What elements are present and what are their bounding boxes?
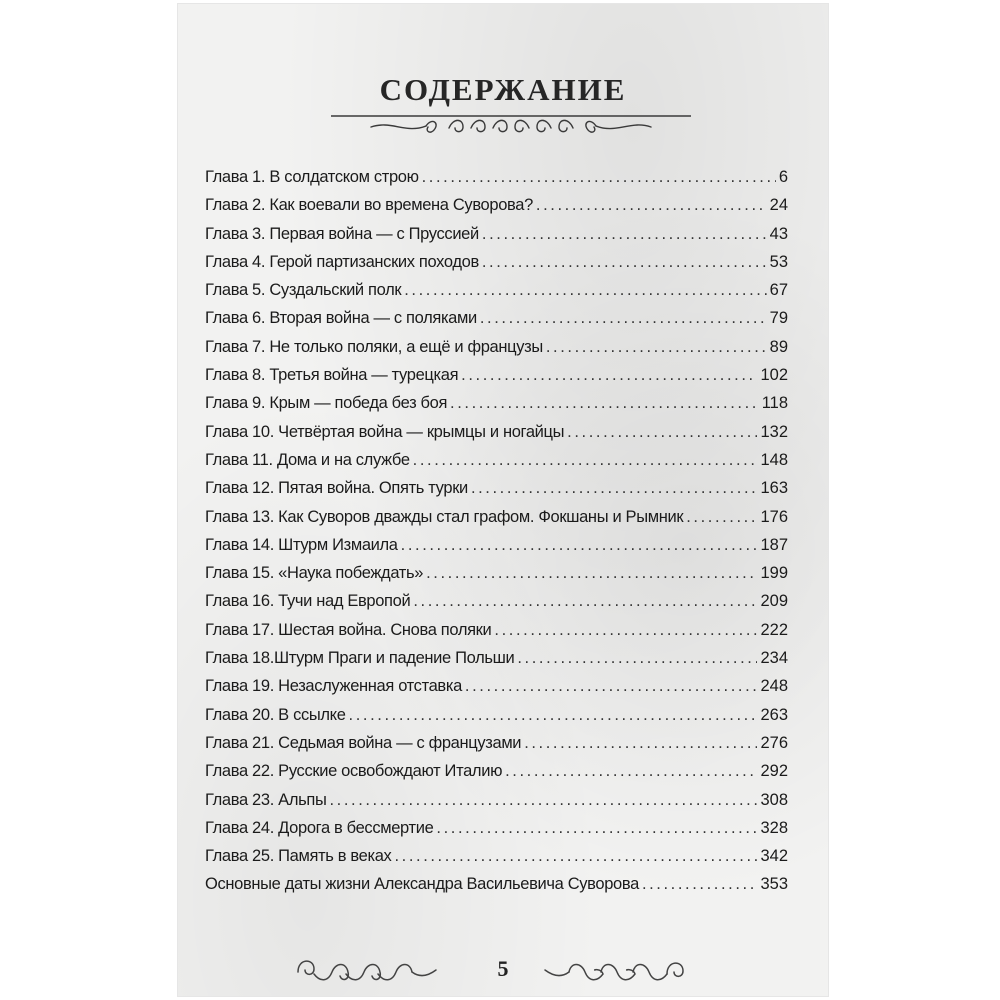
toc-entry-title: Глава 21. Седьмая война — с французами [205, 733, 522, 752]
toc-entry[interactable] [205, 706, 788, 734]
toc-leader-dots [686, 508, 757, 527]
toc-entry-page: 308 [760, 790, 788, 809]
toc-entry-page: 163 [760, 479, 788, 498]
toc-leader-dots [401, 536, 758, 555]
toc-leader-dots [465, 677, 758, 696]
toc-entry[interactable] [205, 762, 788, 790]
toc-leader-dots [436, 819, 757, 838]
toc-entry-title: Глава 17. Шестая война. Снова поляки [205, 620, 492, 639]
toc-leader-dots [413, 451, 758, 470]
toc-leader-dots [524, 734, 757, 753]
toc-leader-dots [482, 253, 767, 272]
toc-leader-dots [394, 847, 757, 866]
toc-leader-dots [329, 791, 757, 810]
toc-entry-title: Глава 19. Незаслуженная отставка [205, 677, 462, 696]
toc-leader-dots [422, 168, 776, 187]
toc-entry[interactable] [205, 479, 788, 507]
book-page [178, 4, 828, 996]
toc-entry-page: 342 [760, 847, 788, 866]
toc-entry-title: Глава 18.Штурм Праги и падение Польши [205, 649, 515, 668]
toc-entry-page: 118 [761, 394, 788, 413]
toc-entry-title: Глава 23. Альпы [205, 790, 327, 809]
toc-leader-dots [349, 706, 758, 725]
toc-entry-page: 102 [760, 366, 788, 385]
page-number: 5 [497, 956, 509, 981]
toc-leader-dots [536, 196, 767, 215]
toc-leader-dots [480, 309, 767, 328]
toc-leader-dots [482, 225, 767, 244]
toc-entry-page: 199 [760, 564, 788, 583]
toc-entry-page: 234 [760, 649, 788, 668]
toc-entry-page: 132 [760, 422, 788, 441]
footer-ornament-right-icon [541, 944, 691, 994]
toc-entry[interactable] [205, 621, 788, 649]
toc-entry-title: Глава 22. Русские освобождают Италию [205, 762, 503, 781]
toc-entry[interactable] [205, 536, 788, 564]
toc-entry[interactable] [205, 225, 788, 253]
toc-entry[interactable] [205, 309, 788, 337]
toc-entry-title: Глава 5. Суздальский полк [205, 281, 402, 300]
toc-entry-title: Глава 2. Как воевали во времена Суворова? [205, 196, 533, 215]
toc-entry-page: 263 [760, 705, 788, 724]
toc-entry-title: Глава 10. Четвёртая война — крымцы и ногайцы [205, 422, 565, 441]
toc-entry[interactable] [205, 649, 788, 677]
toc-entry[interactable] [205, 281, 788, 309]
toc-entry-title: Основные даты жизни Александра Васильевича Суворова [205, 875, 639, 894]
toc-entry[interactable] [205, 423, 788, 451]
toc-entry-title: Глава 11. Дома и на службе [205, 450, 410, 469]
toc-entry-title: Глава 3. Первая война — с Пруссией [205, 224, 479, 243]
toc-leader-dots [426, 564, 757, 583]
toc-leader-dots [471, 479, 758, 498]
toc-entry[interactable] [205, 168, 788, 196]
toc-leader-dots [413, 592, 757, 611]
toc-entry-page: 89 [769, 337, 788, 356]
toc-entry-page: 292 [760, 762, 788, 781]
toc-entry[interactable] [205, 366, 788, 394]
toc-entry-title: Глава 7. Не только поляки, а ещё и французы [205, 337, 543, 356]
toc-entry-title: Глава 14. Штурм Измаила [205, 535, 398, 554]
toc-entry-title: Глава 6. Вторая война — с поляками [205, 309, 477, 328]
toc-entry-page: 222 [760, 620, 788, 639]
toc-entry-page: 176 [760, 507, 788, 526]
toc-entry[interactable] [205, 847, 788, 875]
toc-entry-page: 6 [778, 168, 788, 186]
toc-entry-page: 209 [760, 592, 788, 611]
toc-entry-page: 79 [769, 309, 788, 328]
toc-leader-dots [642, 875, 758, 894]
toc-entry[interactable] [205, 253, 788, 281]
toc-entry-title: Глава 15. «Наука побеждать» [205, 564, 424, 583]
toc-entry-title: Глава 24. Дорога в бессмертие [205, 818, 434, 837]
toc-entry-page: 328 [760, 818, 788, 837]
toc-entry[interactable] [205, 791, 788, 819]
toc-entry-title: Глава 25. Память в веках [205, 847, 392, 866]
toc-entry[interactable] [205, 734, 788, 762]
toc-entry-page: 24 [769, 196, 788, 215]
toc-entry-page: 353 [760, 875, 788, 894]
toc-entry-title: Глава 4. Герой партизанских походов [205, 252, 479, 271]
toc-entry[interactable] [205, 196, 788, 224]
toc-leader-dots [517, 649, 757, 668]
title-ornament-icon [331, 112, 691, 136]
toc-entry[interactable] [205, 592, 788, 620]
toc-entry-page: 187 [760, 535, 788, 554]
toc-leader-dots [567, 423, 757, 442]
toc-entry-page: 43 [769, 224, 788, 243]
toc-entry-title: Глава 13. Как Суворов дважды стал графом. Фокшаны и Рымник [205, 507, 684, 526]
page-title: СОДЕРЖАНИЕ [379, 72, 627, 107]
toc-leader-dots [505, 762, 757, 781]
toc-leader-dots [546, 338, 767, 357]
table-of-contents [205, 168, 788, 904]
toc-entry[interactable] [205, 338, 788, 366]
toc-entry-title: Глава 16. Тучи над Европой [205, 592, 411, 611]
toc-leader-dots [404, 281, 766, 300]
toc-entry-title: Глава 1. В солдатском строю [205, 168, 419, 186]
toc-entry-title: Глава 9. Крым — победа без боя [205, 394, 448, 413]
toc-entry[interactable] [205, 451, 788, 479]
toc-entry-page: 67 [769, 281, 788, 300]
toc-entry[interactable] [205, 508, 788, 536]
toc-entry-title: Глава 20. В ссылке [205, 705, 346, 724]
toc-leader-dots [494, 621, 757, 640]
toc-entry[interactable] [205, 677, 788, 705]
toc-entry-page: 148 [760, 450, 788, 469]
toc-entry-page: 53 [769, 252, 788, 271]
toc-entry[interactable] [205, 394, 788, 422]
toc-entry-page: 276 [760, 733, 788, 752]
toc-leader-dots [461, 366, 757, 385]
toc-entry-page: 248 [760, 677, 788, 696]
toc-entry[interactable] [205, 819, 788, 847]
toc-entry[interactable] [205, 875, 788, 903]
toc-entry[interactable] [205, 564, 788, 592]
toc-leader-dots [450, 394, 759, 413]
toc-entry-title: Глава 12. Пятая война. Опять турки [205, 479, 468, 498]
toc-entry-title: Глава 8. Третья война — турецкая [205, 366, 459, 385]
